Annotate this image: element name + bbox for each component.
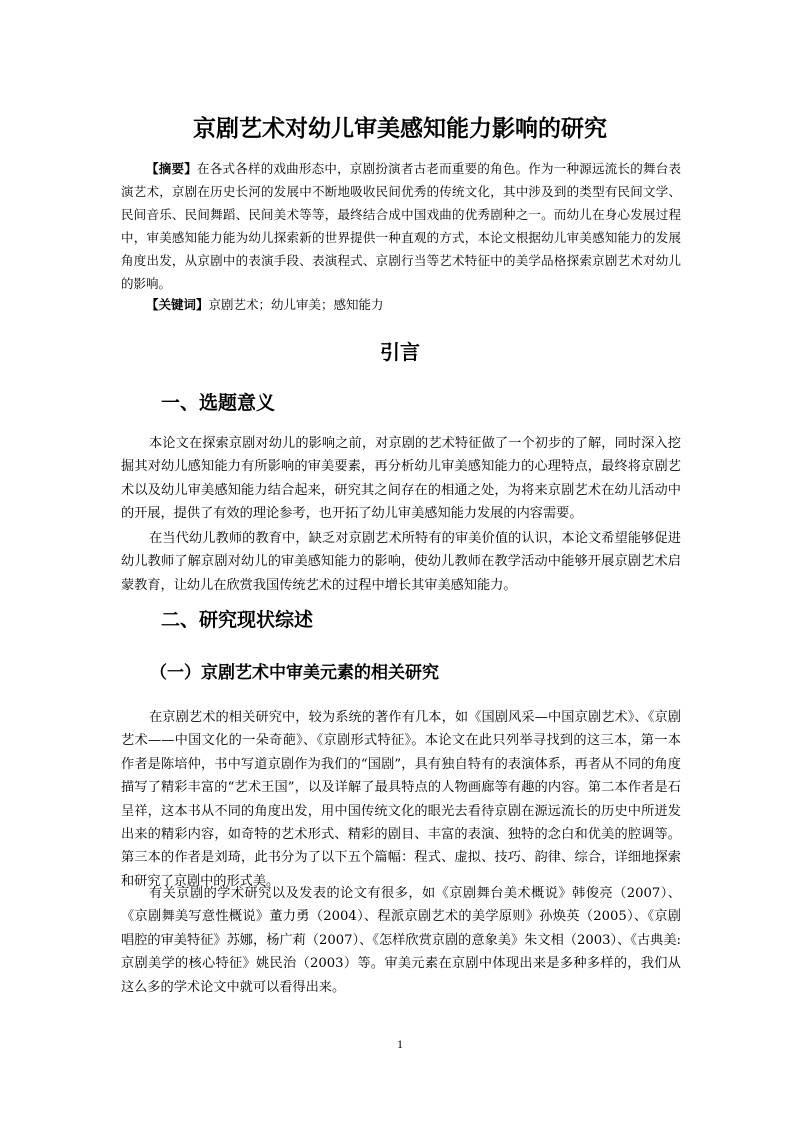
section-1-paragraph-2: 在当代幼儿教师的教育中，缺乏对京剧艺术所特有的审美价值的认识，本论文希望能够促进幼儿教师了解京剧对幼儿的审美感知能力的影响，使幼儿教师在教学活动中能够开展京剧艺术启蒙教育，让幼儿在欣赏我国传统艺术的过程中增长其审美感知能力。 (121, 531, 681, 593)
section-1-paragraph-1: 本论文在探索京剧对幼儿的影响之前，对京剧的艺术特征做了一个初步的了解，同时深入挖掘其对幼儿感知能力有所影响的审美要素，再分析幼儿审美感知能力的心理特点，最终将京剧艺术以及幼儿审美感知能力结合起来，研究其之间存在的相通之处，为将来京剧艺术在幼儿活动中的开展，提供了有效的理论参考，也开拓了幼儿审美感知能力发展的内容需要。 (121, 436, 681, 522)
keywords-label: 【关键词】 (146, 297, 209, 312)
section-2-heading: 二、研究现状综述 (161, 609, 314, 631)
abstract-text: 在各式各样的戏曲形态中，京剧扮演者古老而重要的角色。作为一种源远流长的舞台表演艺术，京剧在历史长河的发展中不断地吸收民间优秀的传统文化，其中涉及到的类型有民间文学、民间音乐、民间舞蹈、民间美术等等，最终结合成中国戏曲的优秀剧种之一。而幼儿在身心发展过程中，审美感知能力能为幼儿探索新的世界提供一种直观的方式，本论文根据幼儿审美感知能力的发展角度出发，从京剧中的表演手段、表演程式、京剧行当等艺术特征中的美学品格探索京剧艺术对幼儿的影响。 (121, 161, 681, 291)
intro-heading: 引言 (380, 340, 420, 364)
subsection-1-paragraph-2: 有关京剧的学术研究以及发表的论文有很多，如《京剧舞台美术概说》韩俊亮（2007）、《京剧舞美写意性概说》董力勇（2004）、程派京剧艺术的美学原则》孙焕英（2005）、《京剧唱腔的审美特征》苏娜，杨广莉（2007）、《怎样欣赏京剧的意象美》朱文相（2003）、《古典美:京剧美学的核心特征》姚民治（2003）等。审美元素在京剧中体现出来是多种多样的，我们从这么多的学术论文中就可以看得出来。 (121, 886, 681, 995)
subsection-1-paragraph-1: 在京剧艺术的相关研究中，较为系统的著作有几本，如《国剧风采—中国京剧艺术》、《京剧艺术——中国文化的一朵奇葩》、《京剧形式特征》。本论文在此只列举寻找到的这三本，第一本作者是陈培仲，书中写道京剧作为我们的“国剧”，具有独自特有的表演体系，再者从不同的角度描写了精彩丰富的“艺术王国”，以及详解了最具特点的人物画廊等有趣的内容。第二本作者是石呈祥，这本书从不同的角度出发，用中国传统文化的眼光去看待京剧在源远流长的历史中所迸发出来的精彩内容，如奇特的艺术形式、精彩的剧目、丰富的表演、独特的念白和优美的腔调等。第三本的作者是刘琦，此书分为了以下五个篇幅：程式、虚拟、技巧、韵律、综合，详细地探索和研究了京剧中的形式美。 (121, 710, 681, 889)
keywords-text: 京剧艺术；幼儿审美；感知能力 (208, 297, 384, 312)
abstract-label: 【摘要】 (146, 161, 197, 176)
section-1-heading: 一、选题意义 (161, 392, 276, 414)
paper-title: 京剧艺术对幼儿审美感知能力影响的研究 (193, 116, 607, 142)
abstract (121, 157, 681, 295)
subsection-1-heading: （一）京剧艺术中审美元素的相关研究 (150, 663, 439, 683)
keywords (121, 294, 681, 316)
page-number: 1 (397, 1037, 403, 1051)
